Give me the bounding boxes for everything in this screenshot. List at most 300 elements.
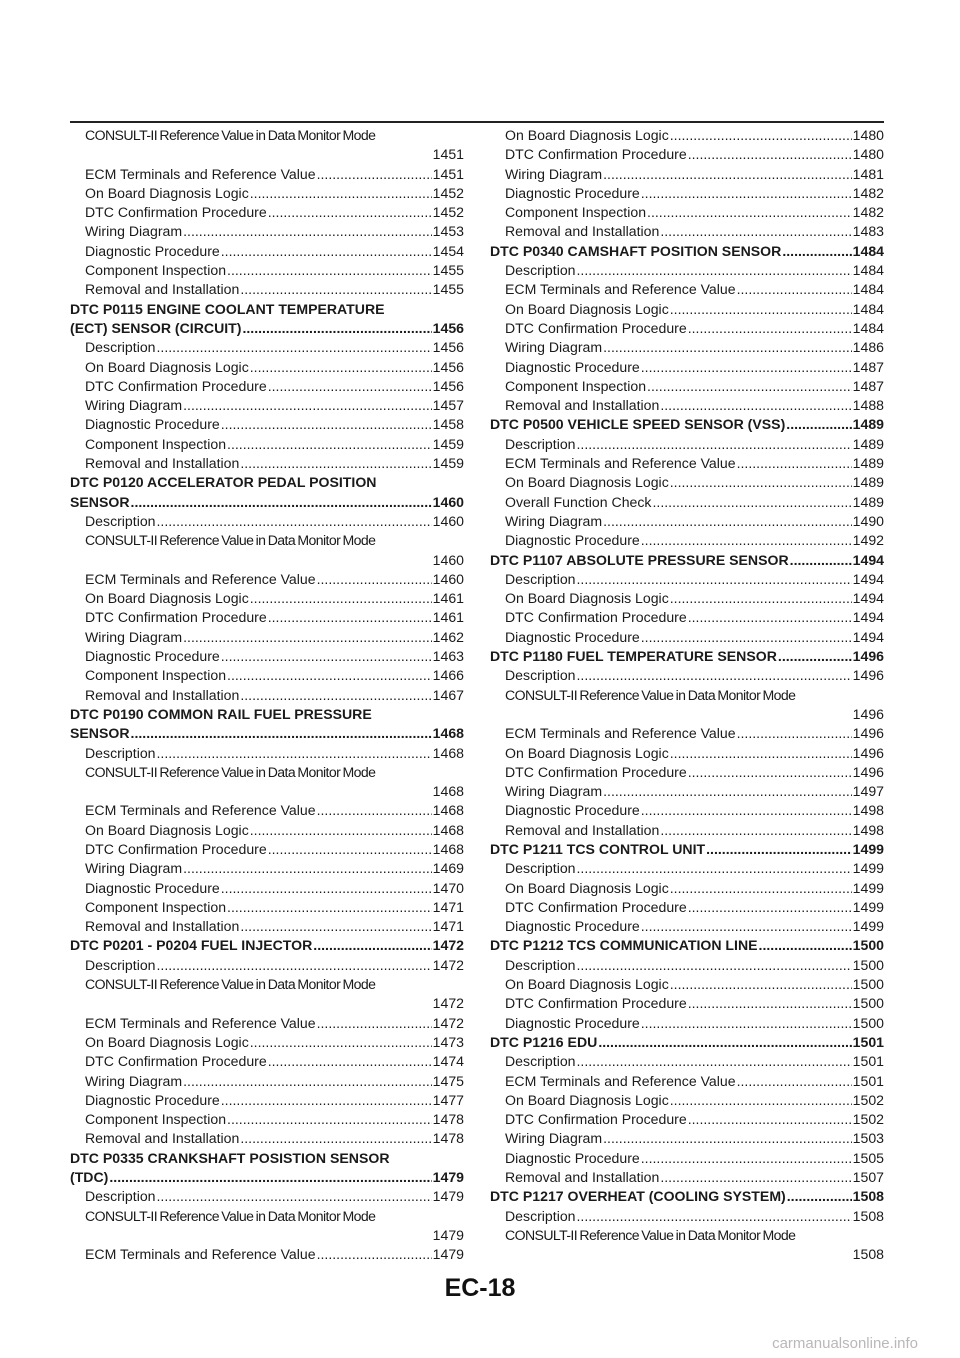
toc-page-number[interactable]: 1466 xyxy=(432,667,464,684)
toc-entry-title[interactable]: DTC Confirmation Procedure xyxy=(85,377,267,394)
toc-entry-title[interactable]: On Board Diagnosis Logic xyxy=(505,590,669,607)
toc-page-number[interactable]: 1500 xyxy=(852,937,884,954)
toc-page-number[interactable]: 1508 xyxy=(852,1188,884,1205)
toc-entry-title[interactable]: DTC Confirmation Procedure xyxy=(505,146,687,163)
toc-entry-title[interactable]: On Board Diagnosis Logic xyxy=(505,744,669,761)
toc-entry[interactable] xyxy=(490,589,884,608)
toc-page-number[interactable]: 1467 xyxy=(432,686,464,703)
toc-entry-title[interactable]: DTC P1211 TCS CONTROL UNIT xyxy=(490,840,706,857)
toc-entry-title[interactable]: Component Inspection xyxy=(505,204,647,221)
toc-page-number[interactable]: 1473 xyxy=(432,1033,464,1050)
toc-entry[interactable] xyxy=(70,184,464,203)
toc-entry-title[interactable]: Diagnostic Procedure xyxy=(85,242,220,259)
toc-page-number[interactable]: 1496 xyxy=(852,667,884,684)
toc-page-number[interactable]: 1479 xyxy=(432,1188,464,1205)
toc-entry[interactable] xyxy=(70,512,464,531)
toc-entry-title[interactable]: DTC Confirmation Procedure xyxy=(85,1053,267,1070)
toc-entry-title[interactable]: Wiring Diagram xyxy=(85,1072,183,1089)
toc-entry[interactable] xyxy=(70,126,464,165)
toc-page-number[interactable]: 1489 xyxy=(852,474,884,491)
toc-entry-title[interactable]: Component Inspection xyxy=(85,435,227,452)
toc-entry-title[interactable]: On Board Diagnosis Logic xyxy=(85,590,249,607)
toc-entry[interactable] xyxy=(70,975,464,1014)
toc-entry-title[interactable]: Removal and Installation xyxy=(85,918,240,935)
toc-section-heading[interactable] xyxy=(490,551,884,570)
toc-entry-title[interactable]: Wiring Diagram xyxy=(85,628,183,645)
toc-entry-title[interactable]: DTC Confirmation Procedure xyxy=(505,609,687,626)
toc-page-number[interactable]: 1489 xyxy=(852,435,884,452)
toc-entry-title-cont[interactable]: (ECT) SENSOR (CIRCUIT) xyxy=(70,319,242,336)
toc-entry[interactable] xyxy=(490,608,884,627)
toc-page-number[interactable]: 1482 xyxy=(852,204,884,221)
toc-page-number[interactable]: 1484 xyxy=(852,281,884,298)
toc-page-number[interactable]: 1487 xyxy=(852,358,884,375)
toc-section-heading[interactable] xyxy=(70,1149,464,1188)
toc-page-number[interactable]: 1482 xyxy=(852,184,884,201)
toc-entry[interactable] xyxy=(70,570,464,589)
toc-entry[interactable] xyxy=(490,1014,884,1033)
toc-page-number[interactable]: 1489 xyxy=(852,416,884,433)
toc-entry[interactable] xyxy=(490,898,884,917)
toc-entry-title[interactable]: Diagnostic Procedure xyxy=(85,416,220,433)
toc-entry-title[interactable]: On Board Diagnosis Logic xyxy=(505,879,669,896)
toc-entry-title[interactable]: Diagnostic Procedure xyxy=(505,802,640,819)
toc-page-number[interactable]: 1452 xyxy=(432,204,464,221)
toc-page-number[interactable]: 1496 xyxy=(852,763,884,780)
toc-entry[interactable] xyxy=(70,686,464,705)
toc-entry-title[interactable]: Removal and Installation xyxy=(85,686,240,703)
toc-entry-title[interactable]: DTC P0335 CRANKSHAFT POSISTION SENSOR xyxy=(70,1149,390,1166)
toc-entry-title[interactable]: Removal and Installation xyxy=(85,455,240,472)
toc-page-number[interactable]: 1501 xyxy=(852,1072,884,1089)
toc-page-number[interactable]: 1455 xyxy=(432,281,464,298)
toc-entry[interactable] xyxy=(490,859,884,878)
toc-entry-title[interactable]: Description xyxy=(85,512,156,529)
toc-entry[interactable] xyxy=(490,801,884,820)
toc-entry[interactable] xyxy=(70,338,464,357)
toc-entry-title[interactable]: Description xyxy=(85,339,156,356)
toc-entry-title[interactable]: DTC P0120 ACCELERATOR PEDAL POSITION xyxy=(70,474,377,491)
toc-entry[interactable] xyxy=(70,666,464,685)
toc-entry-title[interactable]: Diagnostic Procedure xyxy=(505,1014,640,1031)
toc-entry[interactable] xyxy=(70,1187,464,1206)
toc-section-heading[interactable] xyxy=(490,242,884,261)
toc-page-number[interactable]: 1508 xyxy=(852,1246,884,1263)
toc-entry-title[interactable]: Component Inspection xyxy=(85,1111,227,1128)
toc-entry[interactable] xyxy=(70,280,464,299)
toc-entry-title[interactable]: Diagnostic Procedure xyxy=(85,1091,220,1108)
toc-entry[interactable] xyxy=(70,396,464,415)
toc-entry[interactable] xyxy=(70,859,464,878)
toc-entry[interactable] xyxy=(70,203,464,222)
toc-page-number[interactable]: 1480 xyxy=(852,146,884,163)
toc-entry[interactable] xyxy=(70,1072,464,1091)
toc-entry-title[interactable]: ECM Terminals and Reference Value xyxy=(85,802,316,819)
toc-page-number[interactable]: 1501 xyxy=(852,1053,884,1070)
toc-page-number[interactable]: 1492 xyxy=(852,532,884,549)
toc-entry-title[interactable]: ECM Terminals and Reference Value xyxy=(505,455,736,472)
toc-section-heading[interactable] xyxy=(490,1033,884,1052)
toc-entry-title[interactable]: ECM Terminals and Reference Value xyxy=(505,1072,736,1089)
toc-entry-title[interactable]: Description xyxy=(505,570,576,587)
toc-page-number[interactable]: 1494 xyxy=(852,590,884,607)
toc-entry[interactable] xyxy=(490,338,884,357)
toc-page-number[interactable]: 1494 xyxy=(852,628,884,645)
toc-page-number[interactable]: 1496 xyxy=(852,744,884,761)
toc-entry-title[interactable]: On Board Diagnosis Logic xyxy=(505,474,669,491)
toc-page-number[interactable]: 1483 xyxy=(852,223,884,240)
toc-entry[interactable] xyxy=(70,879,464,898)
toc-entry-title[interactable]: Wiring Diagram xyxy=(85,223,183,240)
toc-page-number[interactable]: 1474 xyxy=(432,1053,464,1070)
toc-page-number[interactable]: 1507 xyxy=(852,1169,884,1186)
toc-entry[interactable] xyxy=(490,165,884,184)
toc-page-number[interactable]: 1494 xyxy=(852,609,884,626)
toc-entry-title[interactable]: Description xyxy=(85,956,156,973)
toc-entry-title[interactable]: Overall Function Check xyxy=(505,493,652,510)
toc-page-number[interactable]: 1456 xyxy=(432,339,464,356)
toc-entry-title[interactable]: DTC Confirmation Procedure xyxy=(85,609,267,626)
toc-page-number[interactable]: 1451 xyxy=(432,146,464,163)
toc-page-number[interactable]: 1455 xyxy=(432,262,464,279)
toc-entry[interactable] xyxy=(490,493,884,512)
toc-entry-title[interactable]: Description xyxy=(505,1053,576,1070)
toc-entry-title[interactable]: Component Inspection xyxy=(85,898,227,915)
toc-entry[interactable] xyxy=(70,956,464,975)
toc-entry-title[interactable]: Wiring Diagram xyxy=(505,165,603,182)
toc-entry-title[interactable]: On Board Diagnosis Logic xyxy=(85,1033,249,1050)
toc-page-number[interactable]: 1461 xyxy=(432,609,464,626)
toc-entry-title[interactable]: Description xyxy=(505,667,576,684)
toc-entry[interactable] xyxy=(490,994,884,1013)
toc-page-number[interactable]: 1494 xyxy=(852,570,884,587)
toc-page-number[interactable]: 1496 xyxy=(852,705,884,722)
toc-entry-title[interactable]: Description xyxy=(505,956,576,973)
toc-page-number[interactable]: 1502 xyxy=(852,1111,884,1128)
toc-entry[interactable] xyxy=(70,898,464,917)
toc-section-heading[interactable] xyxy=(70,705,464,744)
toc-entry[interactable] xyxy=(70,531,464,570)
toc-entry-title[interactable]: On Board Diagnosis Logic xyxy=(85,184,249,201)
toc-entry-title[interactable]: Description xyxy=(505,1207,576,1224)
toc-page-number[interactable]: 1478 xyxy=(432,1130,464,1147)
toc-entry[interactable] xyxy=(490,512,884,531)
toc-page-number[interactable]: 1468 xyxy=(432,840,464,857)
toc-page-number[interactable]: 1484 xyxy=(852,319,884,336)
toc-page-number[interactable]: 1452 xyxy=(432,184,464,201)
toc-page-number[interactable]: 1468 xyxy=(432,783,464,800)
toc-entry[interactable] xyxy=(490,570,884,589)
toc-entry-title[interactable]: DTC P1107 ABSOLUTE PRESSURE SENSOR xyxy=(490,551,789,568)
toc-page-number[interactable]: 1500 xyxy=(852,976,884,993)
toc-entry-title[interactable]: DTC P1216 EDU xyxy=(490,1033,598,1050)
toc-page-number[interactable]: 1486 xyxy=(852,339,884,356)
toc-entry[interactable] xyxy=(490,744,884,763)
toc-page-number[interactable]: 1488 xyxy=(852,397,884,414)
toc-entry-title[interactable]: On Board Diagnosis Logic xyxy=(85,821,249,838)
toc-entry[interactable] xyxy=(70,801,464,820)
toc-entry[interactable] xyxy=(490,473,884,492)
toc-entry[interactable] xyxy=(490,358,884,377)
toc-section-heading[interactable] xyxy=(70,473,464,512)
toc-page-number[interactable]: 1470 xyxy=(432,879,464,896)
toc-entry-title[interactable]: CONSULT-II Reference Value in Data Monitor Mode xyxy=(505,1226,796,1243)
toc-page-number[interactable]: 1457 xyxy=(432,397,464,414)
toc-entry[interactable] xyxy=(490,666,884,685)
toc-page-number[interactable]: 1453 xyxy=(432,223,464,240)
toc-page-number[interactable]: 1462 xyxy=(432,628,464,645)
toc-section-heading[interactable] xyxy=(490,647,884,666)
toc-entry[interactable] xyxy=(490,1168,884,1187)
toc-entry-title[interactable]: Diagnostic Procedure xyxy=(85,879,220,896)
toc-entry-title[interactable]: Wiring Diagram xyxy=(85,397,183,414)
toc-entry[interactable] xyxy=(490,1207,884,1226)
toc-entry[interactable] xyxy=(490,686,884,725)
toc-entry-title[interactable]: Component Inspection xyxy=(85,262,227,279)
toc-entry[interactable] xyxy=(70,589,464,608)
toc-entry[interactable] xyxy=(70,222,464,241)
toc-page-number[interactable]: 1497 xyxy=(852,783,884,800)
toc-entry-title-cont[interactable]: (TDC) xyxy=(70,1169,109,1186)
toc-page-number[interactable]: 1489 xyxy=(852,455,884,472)
toc-page-number[interactable]: 1459 xyxy=(432,455,464,472)
toc-entry[interactable] xyxy=(490,377,884,396)
toc-entry-title[interactable]: Component Inspection xyxy=(505,377,647,394)
toc-entry-title[interactable]: Wiring Diagram xyxy=(505,339,603,356)
toc-entry-title[interactable]: DTC P1212 TCS COMMUNICATION LINE xyxy=(490,937,758,954)
toc-page-number[interactable]: 1500 xyxy=(852,1014,884,1031)
toc-page-number[interactable]: 1475 xyxy=(432,1072,464,1089)
toc-entry[interactable] xyxy=(70,261,464,280)
toc-entry[interactable] xyxy=(70,1033,464,1052)
toc-entry[interactable] xyxy=(490,1072,884,1091)
toc-entry[interactable] xyxy=(490,203,884,222)
toc-page-number[interactable]: 1499 xyxy=(852,860,884,877)
toc-entry[interactable] xyxy=(490,184,884,203)
toc-entry-title[interactable]: DTC P0115 ENGINE COOLANT TEMPERATURE xyxy=(70,300,385,317)
toc-page-number[interactable]: 1487 xyxy=(852,377,884,394)
toc-page-number[interactable]: 1461 xyxy=(432,590,464,607)
toc-entry[interactable] xyxy=(490,1110,884,1129)
toc-page-number[interactable]: 1456 xyxy=(432,377,464,394)
toc-entry-title[interactable]: CONSULT-II Reference Value in Data Monitor Mode xyxy=(505,686,796,703)
toc-entry-title[interactable]: CONSULT-II Reference Value in Data Monitor Mode xyxy=(85,127,376,143)
toc-entry-title[interactable]: CONSULT-II Reference Value in Data Monitor Mode xyxy=(85,976,376,993)
toc-page-number[interactable]: 1490 xyxy=(852,512,884,529)
toc-entry-title[interactable]: Wiring Diagram xyxy=(505,512,603,529)
toc-entry-title[interactable]: DTC P0201 - P0204 FUEL INJECTOR xyxy=(70,937,313,954)
toc-page-number[interactable]: 1484 xyxy=(852,300,884,317)
toc-entry[interactable] xyxy=(70,435,464,454)
toc-page-number[interactable]: 1469 xyxy=(432,860,464,877)
toc-entry-title[interactable]: DTC P0190 COMMON RAIL FUEL PRESSURE xyxy=(70,705,372,722)
toc-entry-title[interactable]: Description xyxy=(505,262,576,279)
toc-entry-title[interactable]: ECM Terminals and Reference Value xyxy=(85,1246,316,1263)
toc-page-number[interactable]: 1480 xyxy=(852,127,884,143)
toc-entry-title[interactable]: Removal and Installation xyxy=(505,821,660,838)
toc-entry-title[interactable]: Removal and Installation xyxy=(505,397,660,414)
toc-page-number[interactable]: 1459 xyxy=(432,435,464,452)
toc-entry[interactable] xyxy=(70,377,464,396)
toc-entry[interactable] xyxy=(490,222,884,241)
toc-entry[interactable] xyxy=(490,145,884,164)
toc-page-number[interactable]: 1472 xyxy=(432,937,464,954)
toc-entry[interactable] xyxy=(70,763,464,802)
toc-section-heading[interactable] xyxy=(490,936,884,955)
toc-entry[interactable] xyxy=(70,1129,464,1148)
toc-entry-title[interactable]: Description xyxy=(505,860,576,877)
toc-entry[interactable] xyxy=(70,358,464,377)
toc-page-number[interactable]: 1479 xyxy=(432,1226,464,1243)
toc-entry-title-cont[interactable]: SENSOR xyxy=(70,493,130,510)
toc-page-number[interactable]: 1460 xyxy=(432,512,464,529)
toc-page-number[interactable]: 1471 xyxy=(432,898,464,915)
toc-section-heading[interactable] xyxy=(490,415,884,434)
toc-entry[interactable] xyxy=(70,821,464,840)
toc-page-number[interactable]: 1484 xyxy=(852,242,884,259)
toc-entry-title[interactable]: ECM Terminals and Reference Value xyxy=(85,1014,316,1031)
toc-page-number[interactable]: 1499 xyxy=(852,840,884,857)
toc-page-number[interactable]: 1484 xyxy=(852,262,884,279)
toc-entry-title[interactable]: Diagnostic Procedure xyxy=(505,628,640,645)
toc-entry-title[interactable]: Diagnostic Procedure xyxy=(85,648,220,665)
toc-page-number[interactable]: 1472 xyxy=(432,1014,464,1031)
toc-page-number[interactable]: 1468 xyxy=(432,821,464,838)
toc-entry[interactable] xyxy=(70,1207,464,1246)
toc-entry-title[interactable]: Description xyxy=(85,744,156,761)
toc-entry[interactable] xyxy=(70,1052,464,1071)
toc-entry[interactable] xyxy=(70,1091,464,1110)
toc-entry[interactable] xyxy=(490,1226,884,1265)
toc-page-number[interactable]: 1468 xyxy=(432,802,464,819)
toc-page-number[interactable]: 1479 xyxy=(432,1246,464,1263)
toc-page-number[interactable]: 1494 xyxy=(852,551,884,568)
toc-entry-title[interactable]: DTC Confirmation Procedure xyxy=(505,319,687,336)
toc-entry-title[interactable]: On Board Diagnosis Logic xyxy=(505,300,669,317)
toc-entry-title[interactable]: Removal and Installation xyxy=(85,281,240,298)
toc-page-number[interactable]: 1468 xyxy=(432,725,464,742)
toc-entry-title[interactable]: DTC Confirmation Procedure xyxy=(85,204,267,221)
toc-page-number[interactable]: 1501 xyxy=(852,1033,884,1050)
toc-entry[interactable] xyxy=(490,763,884,782)
toc-entry[interactable] xyxy=(70,647,464,666)
toc-entry-title[interactable]: ECM Terminals and Reference Value xyxy=(505,281,736,298)
toc-entry-title[interactable]: ECM Terminals and Reference Value xyxy=(505,725,736,742)
toc-entry[interactable] xyxy=(490,280,884,299)
toc-page-number[interactable]: 1498 xyxy=(852,821,884,838)
toc-entry[interactable] xyxy=(70,628,464,647)
toc-entry-title[interactable]: DTC P1217 OVERHEAT (COOLING SYSTEM) xyxy=(490,1188,786,1205)
toc-entry[interactable] xyxy=(490,1052,884,1071)
toc-page-number[interactable]: 1460 xyxy=(432,570,464,587)
toc-page-number[interactable]: 1508 xyxy=(852,1207,884,1224)
toc-section-heading[interactable] xyxy=(70,300,464,339)
toc-page-number[interactable]: 1500 xyxy=(852,956,884,973)
toc-page-number[interactable]: 1456 xyxy=(432,319,464,336)
toc-entry[interactable] xyxy=(490,724,884,743)
toc-page-number[interactable]: 1499 xyxy=(852,918,884,935)
toc-page-number[interactable]: 1456 xyxy=(432,358,464,375)
toc-page-number[interactable]: 1496 xyxy=(852,648,884,665)
toc-entry-title[interactable]: Description xyxy=(85,1188,156,1205)
toc-entry[interactable] xyxy=(490,300,884,319)
toc-entry-title[interactable]: Diagnostic Procedure xyxy=(505,532,640,549)
toc-page-number[interactable]: 1499 xyxy=(852,879,884,896)
toc-page-number[interactable]: 1454 xyxy=(432,242,464,259)
toc-page-number[interactable]: 1496 xyxy=(852,725,884,742)
toc-entry-title[interactable]: Component Inspection xyxy=(85,667,227,684)
toc-entry-title[interactable]: Diagnostic Procedure xyxy=(505,184,640,201)
toc-entry-title[interactable]: CONSULT-II Reference Value in Data Monitor Mode xyxy=(85,1207,376,1224)
toc-entry-title[interactable]: CONSULT-II Reference Value in Data Monitor Mode xyxy=(85,763,376,780)
toc-entry[interactable] xyxy=(490,917,884,936)
toc-page-number[interactable]: 1478 xyxy=(432,1111,464,1128)
toc-entry[interactable] xyxy=(70,1245,464,1264)
toc-entry[interactable] xyxy=(490,435,884,454)
toc-entry-title[interactable]: Removal and Installation xyxy=(85,1130,240,1147)
toc-entry[interactable] xyxy=(490,1129,884,1148)
toc-entry-title[interactable]: DTC P1180 FUEL TEMPERATURE SENSOR xyxy=(490,648,777,665)
toc-page-number[interactable]: 1498 xyxy=(852,802,884,819)
toc-entry-title[interactable]: On Board Diagnosis Logic xyxy=(85,358,249,375)
toc-entry-title[interactable]: DTC Confirmation Procedure xyxy=(505,1111,687,1128)
toc-entry-title-cont[interactable]: SENSOR xyxy=(70,725,130,742)
toc-entry-title[interactable]: DTC Confirmation Procedure xyxy=(85,840,267,857)
toc-page-number[interactable]: 1472 xyxy=(432,995,464,1012)
toc-page-number[interactable]: 1463 xyxy=(432,648,464,665)
toc-page-number[interactable]: 1451 xyxy=(432,165,464,182)
toc-page-number[interactable]: 1479 xyxy=(432,1169,464,1186)
toc-entry[interactable] xyxy=(490,531,884,550)
toc-entry-title[interactable]: ECM Terminals and Reference Value xyxy=(85,165,316,182)
toc-section-heading[interactable] xyxy=(490,840,884,859)
toc-page-number[interactable]: 1458 xyxy=(432,416,464,433)
toc-entry-title[interactable]: Diagnostic Procedure xyxy=(505,918,640,935)
toc-entry[interactable] xyxy=(490,319,884,338)
toc-entry-title[interactable]: Wiring Diagram xyxy=(505,1130,603,1147)
toc-entry-title[interactable]: CONSULT-II Reference Value in Data Monitor Mode xyxy=(85,532,376,549)
toc-entry[interactable] xyxy=(70,840,464,859)
toc-page-number[interactable]: 1468 xyxy=(432,744,464,761)
toc-entry-title[interactable]: DTC P0340 CAMSHAFT POSITION SENSOR xyxy=(490,242,782,259)
toc-page-number[interactable]: 1471 xyxy=(432,918,464,935)
toc-entry-title[interactable]: DTC P0500 VEHICLE SPEED SENSOR (VSS) xyxy=(490,416,786,433)
toc-entry[interactable] xyxy=(490,396,884,415)
toc-entry[interactable] xyxy=(490,975,884,994)
toc-page-number[interactable]: 1477 xyxy=(432,1091,464,1108)
toc-page-number[interactable]: 1505 xyxy=(852,1149,884,1166)
toc-entry-title[interactable]: On Board Diagnosis Logic xyxy=(505,127,669,143)
toc-entry-title[interactable]: DTC Confirmation Procedure xyxy=(505,995,687,1012)
toc-entry-title[interactable]: On Board Diagnosis Logic xyxy=(505,976,669,993)
toc-entry[interactable] xyxy=(70,1110,464,1129)
toc-entry[interactable] xyxy=(490,821,884,840)
toc-entry[interactable] xyxy=(70,744,464,763)
toc-page-number[interactable]: 1503 xyxy=(852,1130,884,1147)
toc-entry[interactable] xyxy=(70,242,464,261)
toc-entry[interactable] xyxy=(490,261,884,280)
toc-entry-title[interactable]: ECM Terminals and Reference Value xyxy=(85,570,316,587)
toc-entry-title[interactable]: Removal and Installation xyxy=(505,1169,660,1186)
toc-page-number[interactable]: 1499 xyxy=(852,898,884,915)
toc-entry-title[interactable]: Description xyxy=(505,435,576,452)
toc-entry[interactable] xyxy=(70,415,464,434)
toc-entry[interactable] xyxy=(490,879,884,898)
toc-entry[interactable] xyxy=(490,454,884,473)
toc-page-number[interactable]: 1460 xyxy=(432,551,464,568)
toc-entry-title[interactable]: DTC Confirmation Procedure xyxy=(505,898,687,915)
toc-page-number[interactable]: 1460 xyxy=(432,493,464,510)
